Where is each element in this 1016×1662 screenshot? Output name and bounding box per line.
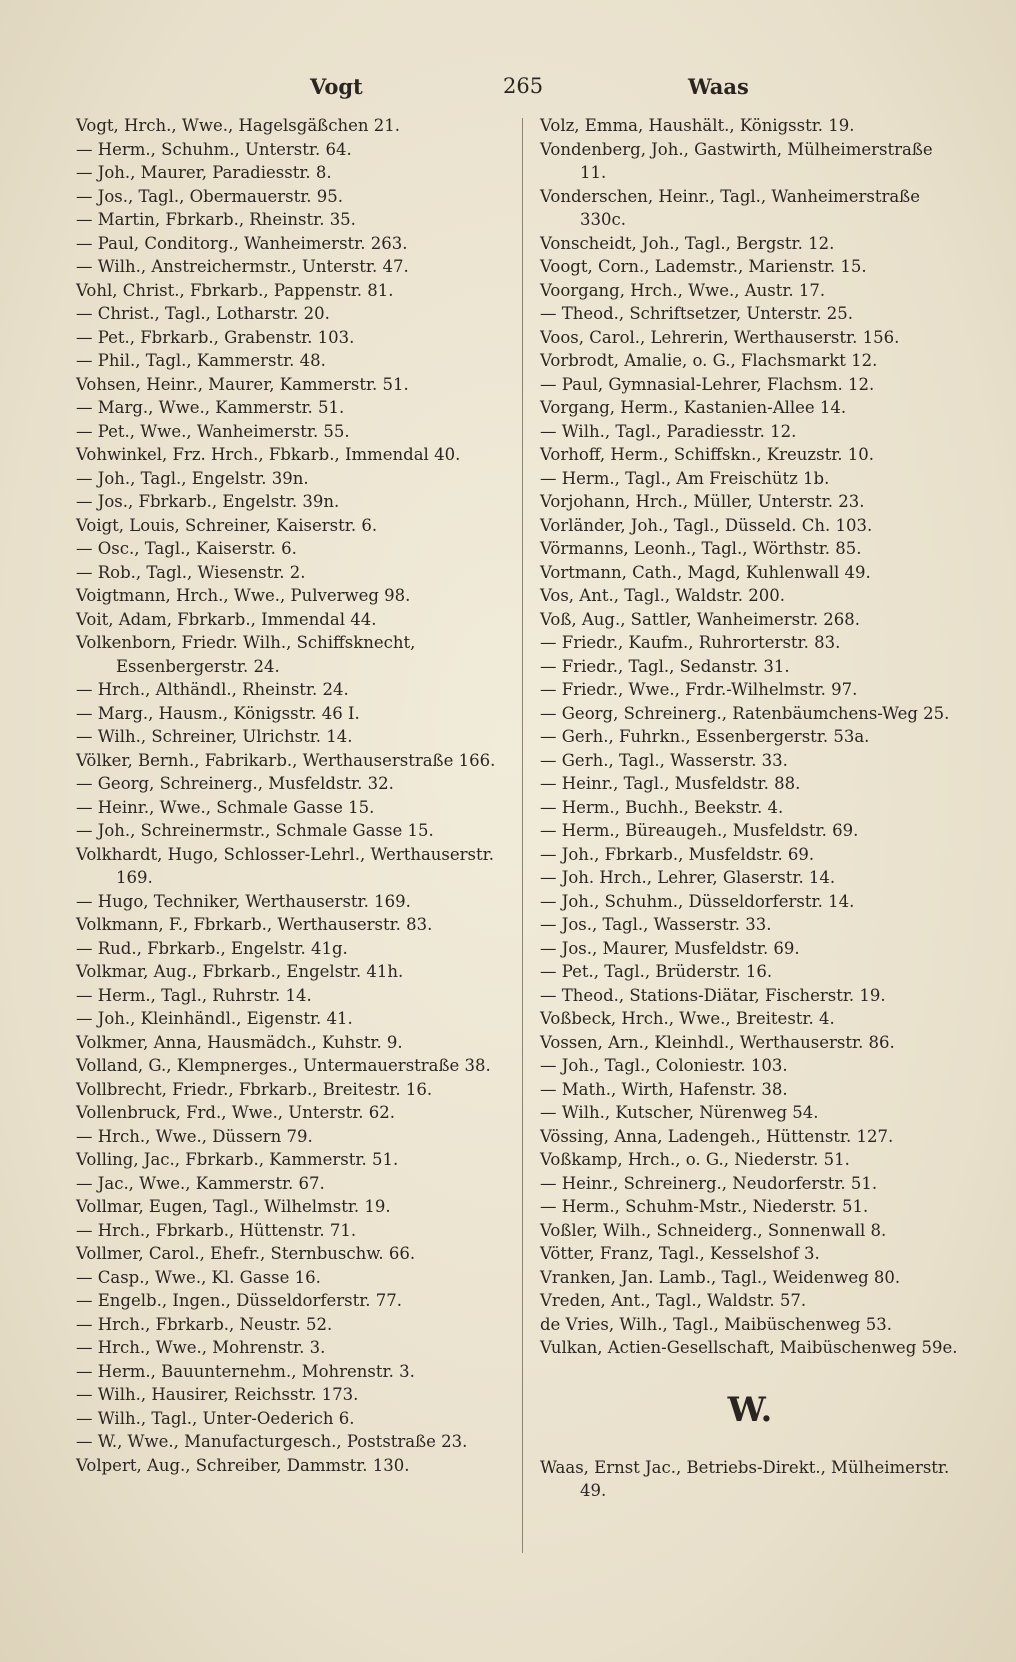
directory-entry: — Friedr., Wwe., Frdr.-Wilhelmstr. 97. bbox=[540, 680, 858, 699]
directory-entry: Vollmar, Eugen, Tagl., Wilhelmstr. 19. bbox=[76, 1197, 391, 1216]
page-number: 265 bbox=[503, 74, 544, 98]
directory-entry: Vonscheidt, Joh., Tagl., Bergstr. 12. bbox=[540, 233, 835, 253]
directory-entry: — Wilh., Kutscher, Nürenweg 54. bbox=[540, 1103, 819, 1122]
directory-entry: — Herm., Büreaugeh., Musfeldstr. 69. bbox=[540, 821, 859, 840]
directory-entry: Vorhoff, Herm., Schiffskn., Kreuzstr. 10. bbox=[540, 445, 875, 464]
directory-entry: Volland, G., Klempnerges., Untermauerstraße 38. bbox=[76, 1056, 491, 1075]
directory-entry: Vötter, Franz, Tagl., Kesselshof 3. bbox=[540, 1244, 820, 1263]
directory-entry: Vondenberg, Joh., Gastwirth, Mülheimerstraße 11. bbox=[540, 139, 933, 182]
directory-entry: Vorbrodt, Amalie, o. G., Flachsmarkt 12. bbox=[540, 351, 878, 370]
directory-entry: — Herm., Buchh., Beekstr. 4. bbox=[540, 797, 784, 817]
directory-entry: — Jos., Tagl., Obermauerstr. 95. bbox=[76, 186, 344, 206]
directory-entry: Vorjohann, Hrch., Müller, Unterstr. 23. bbox=[540, 492, 865, 511]
directory-entry: Vollmer, Carol., Ehefr., Sternbuschw. 66. bbox=[76, 1244, 416, 1263]
directory-entry: — Heinr., Schreinerg., Neudorferstr. 51. bbox=[540, 1173, 878, 1193]
directory-entry: — Marg., Hausm., Königsstr. 46 I. bbox=[76, 703, 360, 723]
directory-entry: — Wilh., Anstreichermstr., Unterstr. 47. bbox=[76, 257, 409, 276]
directory-entry: Vohsen, Heinr., Maurer, Kammerstr. 51. bbox=[76, 374, 409, 394]
directory-entry: — Engelb., Ingen., Düsseldorferstr. 77. bbox=[76, 1291, 403, 1310]
page-header bbox=[0, 74, 1016, 104]
directory-entry: Vorländer, Joh., Tagl., Düsseld. Ch. 103. bbox=[540, 515, 873, 535]
directory-entry: Voogt, Corn., Lademstr., Marienstr. 15. bbox=[540, 257, 867, 276]
directory-entry: — Jos., Tagl., Wasserstr. 33. bbox=[540, 915, 772, 934]
directory-entry: — Hrch., Althändl., Rheinstr. 24. bbox=[76, 680, 349, 699]
directory-entry: — Paul, Gymnasial-Lehrer, Flachsm. 12. bbox=[540, 374, 875, 394]
directory-entry: — Pet., Wwe., Wanheimerstr. 55. bbox=[76, 421, 350, 441]
directory-entry: Vogt, Hrch., Wwe., Hagelsgäßchen 21. bbox=[76, 116, 400, 135]
directory-entry: Volling, Jac., Fbrkarb., Kammerstr. 51. bbox=[76, 1150, 399, 1169]
directory-entry: — Pet., Fbrkarb., Grabenstr. 103. bbox=[76, 327, 355, 347]
directory-entry: — Wilh., Tagl., Unter-Oederich 6. bbox=[76, 1408, 355, 1428]
directory-entry: Vollbrecht, Friedr., Fbrkarb., Breitestr. 16. bbox=[76, 1079, 433, 1099]
directory-entry: Voigtmann, Hrch., Wwe., Pulverweg 98. bbox=[76, 586, 411, 605]
directory-entry: de Vries, Wilh., Tagl., Maibüschenweg 53. bbox=[540, 1314, 892, 1334]
directory-entry: — Jac., Wwe., Kammerstr. 67. bbox=[76, 1173, 325, 1193]
directory-entry: Volz, Emma, Haushält., Königsstr. 19. bbox=[540, 116, 855, 135]
directory-entry: Vohwinkel, Frz. Hrch., Fbkarb., Immendal 40. bbox=[76, 445, 461, 464]
directory-entry: Voorgang, Hrch., Wwe., Austr. 17. bbox=[540, 280, 826, 300]
directory-entry: — Osc., Tagl., Kaiserstr. 6. bbox=[76, 539, 297, 558]
directory-entry: — Wilh., Hausirer, Reichsstr. 173. bbox=[76, 1385, 359, 1404]
header-left-word: Vogt bbox=[310, 74, 363, 99]
directory-entry: — Jos., Maurer, Musfeldstr. 69. bbox=[540, 938, 800, 958]
directory-entry: — Herm., Tagl., Am Freischütz 1b. bbox=[540, 468, 830, 488]
directory-entry: Voigt, Louis, Schreiner, Kaiserstr. 6. bbox=[76, 515, 378, 535]
directory-entry: — Joh., Tagl., Engelstr. 39n. bbox=[76, 468, 309, 488]
directory-entry: — Joh., Schuhm., Düsseldorferstr. 14. bbox=[540, 891, 855, 911]
directory-entry: Vortmann, Cath., Magd, Kuhlenwall 49. bbox=[540, 562, 871, 582]
directory-entry: Völker, Bernh., Fabrikarb., Werthauserstraße 166. bbox=[76, 750, 496, 770]
directory-entry: — Wilh., Tagl., Paradiesstr. 12. bbox=[540, 421, 797, 441]
right-column bbox=[540, 114, 960, 1503]
directory-entry: — Joh., Kleinhändl., Eigenstr. 41. bbox=[76, 1009, 353, 1028]
directory-entry: — Herm., Bauunternehm., Mohrenstr. 3. bbox=[76, 1361, 415, 1381]
directory-entry: — Joh. Hrch., Lehrer, Glaserstr. 14. bbox=[540, 868, 836, 887]
directory-entry: — Joh., Schreinermstr., Schmale Gasse 15. bbox=[76, 821, 434, 840]
directory-entry: Vohl, Christ., Fbrkarb., Pappenstr. 81. bbox=[76, 280, 394, 300]
directory-entry: Voßbeck, Hrch., Wwe., Breitestr. 4. bbox=[540, 1009, 835, 1028]
directory-entry: — Jos., Fbrkarb., Engelstr. 39n. bbox=[76, 492, 340, 511]
directory-entry: Volpert, Aug., Schreiber, Dammstr. 130. bbox=[76, 1455, 410, 1475]
directory-entry: — Christ., Tagl., Lotharstr. 20. bbox=[76, 304, 330, 323]
directory-entry: — Paul, Conditorg., Wanheimerstr. 263. bbox=[76, 233, 408, 253]
directory-entry: Vollenbruck, Frd., Wwe., Unterstr. 62. bbox=[76, 1103, 396, 1122]
directory-entry: — Gerh., Fuhrkn., Essenbergerstr. 53a. bbox=[540, 727, 870, 746]
directory-entry: — Theod., Stations-Diätar, Fischerstr. 19. bbox=[540, 985, 886, 1005]
directory-entry: — Hrch., Wwe., Düssern 79. bbox=[76, 1126, 313, 1146]
directory-entry: — Rud., Fbrkarb., Engelstr. 41g. bbox=[76, 938, 348, 958]
directory-entry: Vossen, Arn., Kleinhdl., Werthauserstr. 86. bbox=[540, 1032, 895, 1052]
directory-entry: Vössing, Anna, Ladengeh., Hüttenstr. 127. bbox=[540, 1126, 894, 1146]
directory-entry: Vranken, Jan. Lamb., Tagl., Weidenweg 80. bbox=[540, 1267, 901, 1287]
directory-entry: — Friedr., Kaufm., Ruhrorterstr. 83. bbox=[540, 633, 841, 652]
directory-entry: Vörmanns, Leonh., Tagl., Wörthstr. 85. bbox=[540, 539, 862, 558]
directory-entry: — Herm., Schuhm-Mstr., Niederstr. 51. bbox=[540, 1197, 869, 1216]
directory-entry: Voß, Aug., Sattler, Wanheimerstr. 268. bbox=[540, 609, 861, 629]
directory-entry: — Hugo, Techniker, Werthauserstr. 169. bbox=[76, 891, 411, 911]
directory-entry: Vorgang, Herm., Kastanien-Allee 14. bbox=[540, 398, 847, 417]
header-right-word: Waas bbox=[688, 74, 749, 99]
directory-entry: — Friedr., Tagl., Sedanstr. 31. bbox=[540, 656, 790, 676]
directory-entry: Vos, Ant., Tagl., Waldstr. 200. bbox=[540, 586, 785, 605]
directory-entry: — Heinr., Wwe., Schmale Gasse 15. bbox=[76, 797, 375, 817]
directory-entry: Voos, Carol., Lehrerin, Werthauserstr. 156. bbox=[540, 327, 900, 347]
directory-entry: — Joh., Fbrkarb., Musfeldstr. 69. bbox=[540, 844, 815, 864]
directory-entry: — Herm., Schuhm., Unterstr. 64. bbox=[76, 139, 352, 159]
directory-entry: Voit, Adam, Fbrkarb., Immendal 44. bbox=[76, 609, 377, 629]
directory-entry: Volkhardt, Hugo, Schlosser-Lehrl., Werthauserstr. 169. bbox=[76, 844, 494, 887]
directory-entry: — W., Wwe., Manufacturgesch., Poststraße 23. bbox=[76, 1432, 468, 1451]
directory-entry: Volkmann, F., Fbrkarb., Werthauserstr. 83. bbox=[76, 915, 433, 934]
directory-entry: — Rob., Tagl., Wiesenstr. 2. bbox=[76, 562, 306, 582]
directory-entry: — Pet., Tagl., Brüderstr. 16. bbox=[540, 962, 773, 981]
directory-entry: Volkmar, Aug., Fbrkarb., Engelstr. 41h. bbox=[76, 962, 404, 981]
directory-entry: — Herm., Tagl., Ruhrstr. 14. bbox=[76, 985, 312, 1005]
directory-entry: — Gerh., Tagl., Wasserstr. 33. bbox=[540, 750, 788, 770]
section-letter: W. bbox=[727, 1389, 773, 1430]
directory-entry: Vreden, Ant., Tagl., Waldstr. 57. bbox=[540, 1291, 807, 1310]
directory-entry: Waas, Ernst Jac., Betriebs-Direkt., Mülheimerstr. 49. bbox=[540, 1457, 950, 1500]
directory-entry: — Joh., Maurer, Paradiesstr. 8. bbox=[76, 163, 332, 182]
directory-entry: — Math., Wirth, Hafenstr. 38. bbox=[540, 1079, 788, 1099]
directory-entry: — Martin, Fbrkarb., Rheinstr. 35. bbox=[76, 210, 356, 229]
directory-entry: Voßkamp, Hrch., o. G., Niederstr. 51. bbox=[540, 1150, 850, 1169]
directory-entry: — Hrch., Wwe., Mohrenstr. 3. bbox=[76, 1338, 326, 1357]
directory-entry: — Hrch., Fbrkarb., Hüttenstr. 71. bbox=[76, 1220, 357, 1240]
directory-entry: — Theod., Schriftsetzer, Unterstr. 25. bbox=[540, 304, 854, 323]
directory-entry: Voßler, Wilh., Schneiderg., Sonnenwall 8. bbox=[540, 1220, 887, 1240]
directory-entry: — Marg., Wwe., Kammerstr. 51. bbox=[76, 398, 345, 417]
directory-entry: — Heinr., Tagl., Musfeldstr. 88. bbox=[540, 774, 801, 793]
directory-entry: Volkenborn, Friedr. Wilh., Schiffsknecht, Essenbergerstr. 24. bbox=[76, 633, 416, 676]
directory-entry: Vonderschen, Heinr., Tagl., Wanheimerstraße 330c. bbox=[540, 186, 920, 229]
left-column bbox=[76, 114, 508, 1477]
directory-entry: Volkmer, Anna, Hausmädch., Kuhstr. 9. bbox=[76, 1032, 403, 1052]
directory-entry: — Georg, Schreinerg., Musfeldstr. 32. bbox=[76, 774, 394, 793]
column-divider bbox=[522, 118, 523, 1553]
directory-entry: — Georg, Schreinerg., Ratenbäumchens-Weg 25. bbox=[540, 703, 950, 723]
directory-entry: — Joh., Tagl., Coloniestr. 103. bbox=[540, 1056, 788, 1075]
directory-entry: — Phil., Tagl., Kammerstr. 48. bbox=[76, 351, 326, 370]
directory-entry: — Wilh., Schreiner, Ulrichstr. 14. bbox=[76, 727, 353, 746]
directory-entry: Vulkan, Actien-Gesellschaft, Maibüschenweg 59e. bbox=[540, 1338, 958, 1357]
directory-entry: — Hrch., Fbrkarb., Neustr. 52. bbox=[76, 1314, 333, 1334]
directory-entry: — Casp., Wwe., Kl. Gasse 16. bbox=[76, 1267, 321, 1287]
